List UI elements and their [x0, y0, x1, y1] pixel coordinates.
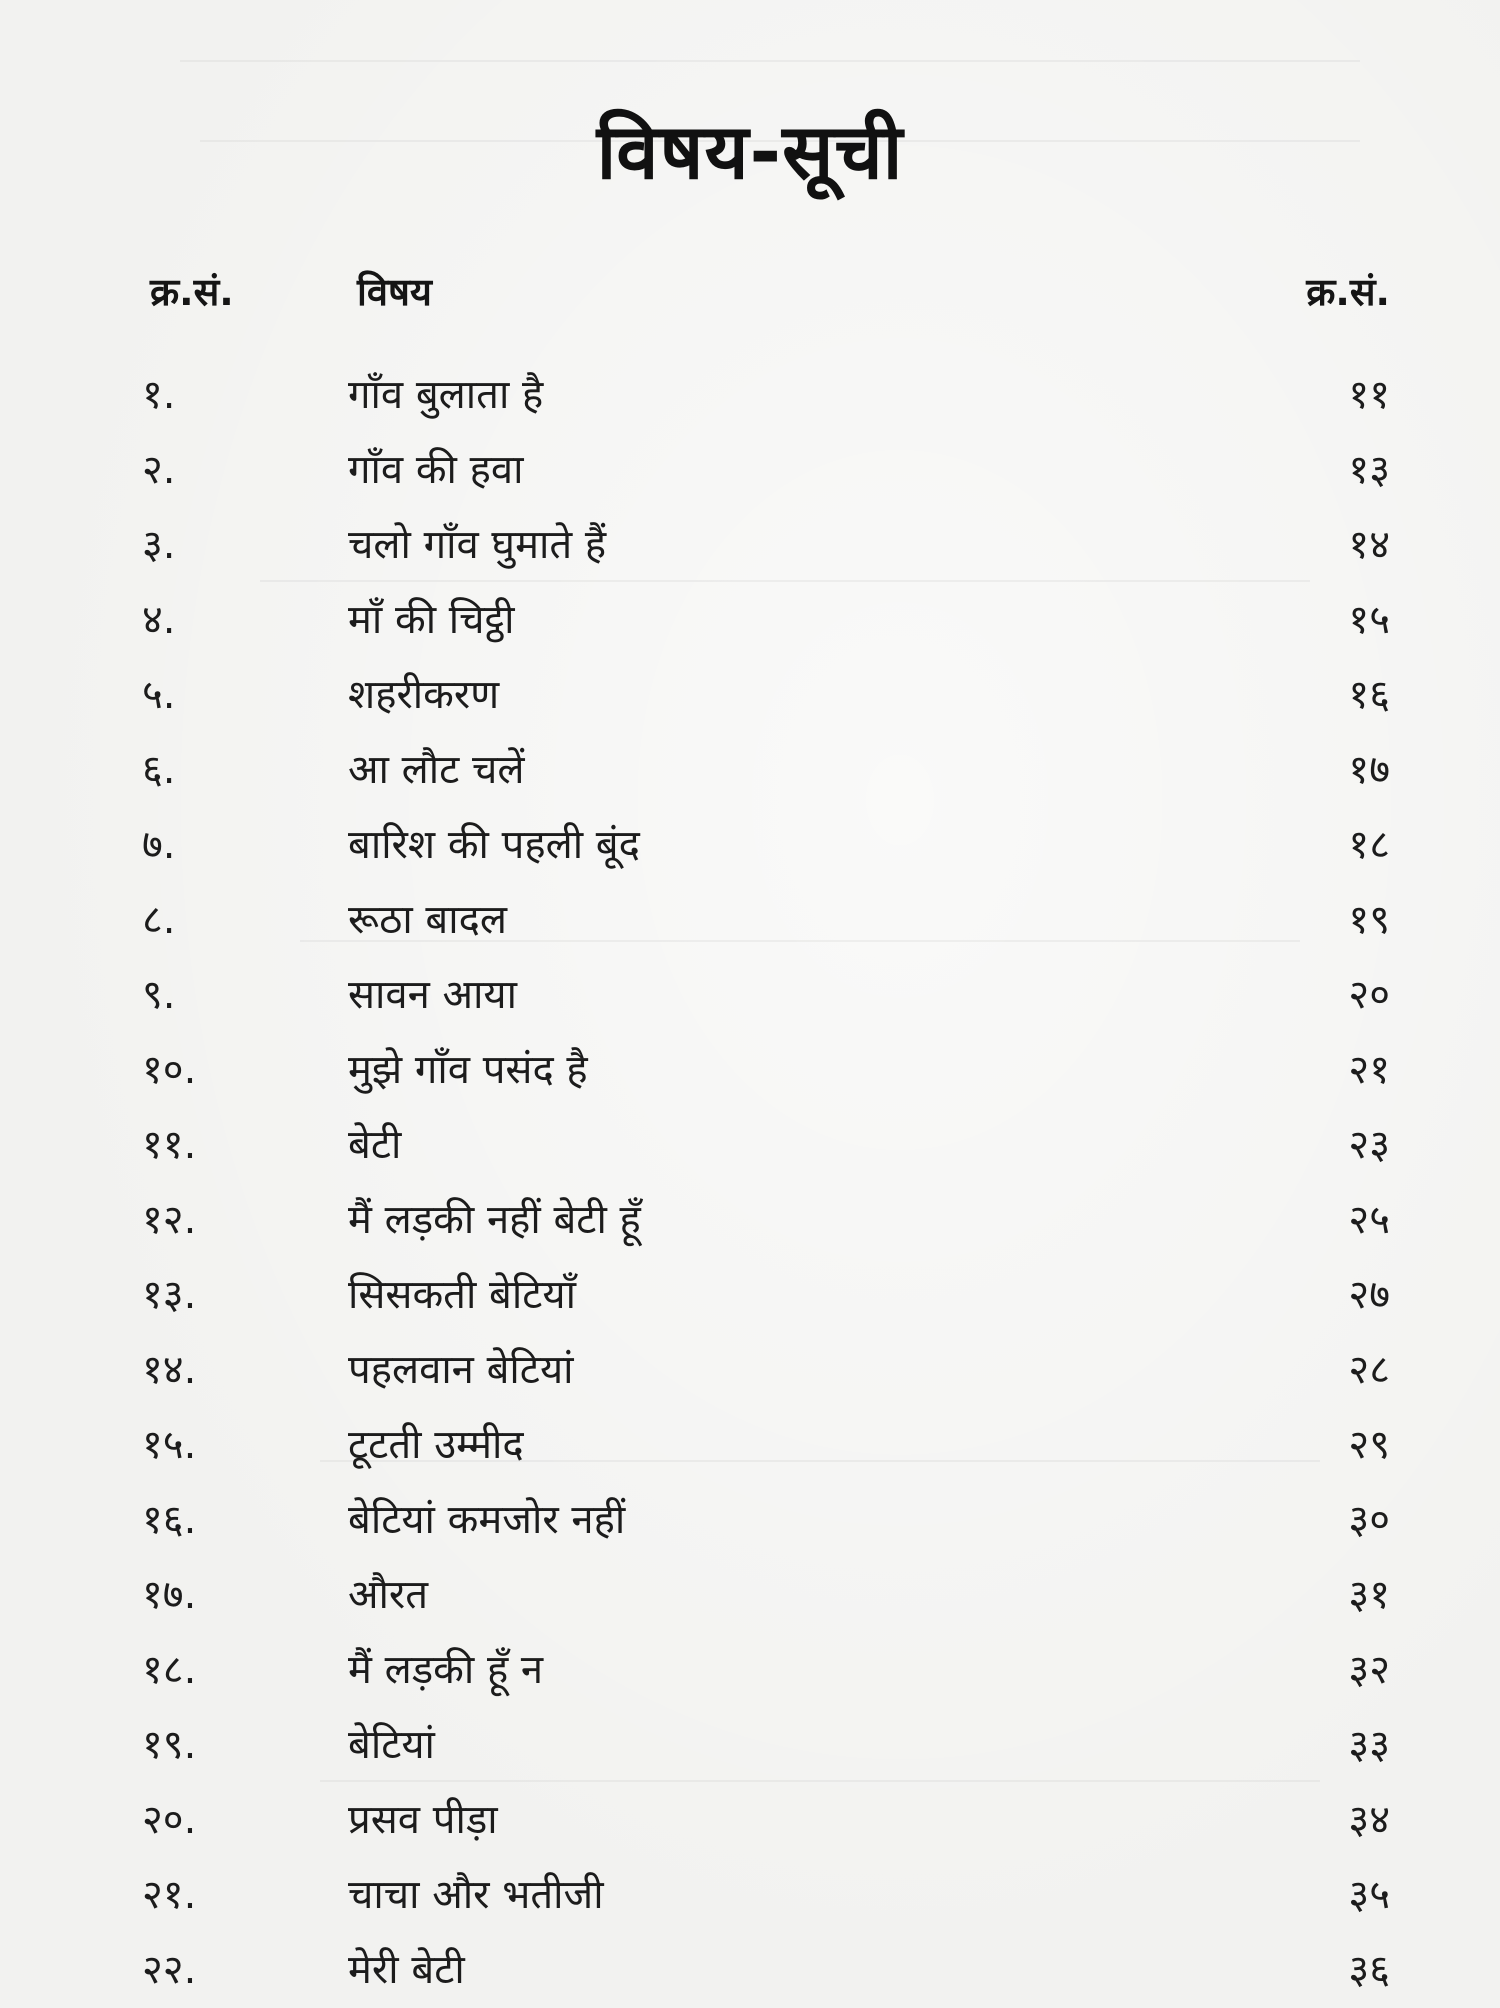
entry-number: १५. [142, 1422, 197, 1468]
entry-page-number: ३३ [1348, 1722, 1390, 1768]
entry-page-number: ३१ [1348, 1572, 1390, 1618]
toc-entry [0, 1633, 1500, 1708]
entry-page-number: २५ [1348, 1197, 1390, 1243]
toc-entry [0, 1033, 1500, 1108]
entry-title: सिसकती बेटियाँ [348, 1272, 576, 1318]
entry-number: २०. [142, 1797, 197, 1843]
entry-title: शहरीकरण [348, 672, 500, 718]
entry-title: गाँव की हवा [348, 447, 524, 493]
entry-title: बेटी [348, 1122, 402, 1168]
entry-number: १२. [142, 1197, 197, 1243]
toc-entry [0, 1933, 1500, 2008]
toc-entry [0, 733, 1500, 808]
entry-number: १०. [142, 1047, 197, 1093]
entry-page-number: २८ [1348, 1347, 1390, 1393]
entry-number: १. [142, 372, 176, 418]
subject-header: विषय [357, 270, 432, 314]
table-of-contents [0, 358, 1500, 2008]
entry-title: गाँव बुलाता है [348, 372, 544, 418]
toc-entry [0, 658, 1500, 733]
toc-entry [0, 433, 1500, 508]
entry-number: ३. [142, 522, 176, 568]
entry-number: २२. [142, 1947, 197, 1993]
entry-title: आ लौट चलें [348, 747, 525, 793]
entry-page-number: २१ [1348, 1047, 1390, 1093]
entry-number: ७. [142, 822, 176, 868]
entry-title: चलो गाँव घुमाते हैं [348, 522, 607, 568]
entry-page-number: २३ [1348, 1122, 1390, 1168]
entry-page-number: ३४ [1348, 1797, 1390, 1843]
entry-number: ९. [142, 972, 176, 1018]
entry-title: टूटती उम्मीद [348, 1422, 524, 1468]
entry-title: माँ की चिट्ठी [348, 597, 515, 643]
serial-number-header: क्र.सं. [150, 270, 234, 314]
entry-title: सावन आया [348, 972, 517, 1018]
entry-title: बेटियां [348, 1722, 435, 1768]
entry-title: बेटियां कमजोर नहीं [348, 1497, 626, 1543]
entry-number: २. [142, 447, 176, 493]
entry-page-number: २० [1348, 972, 1390, 1018]
entry-number: १८. [142, 1647, 197, 1693]
toc-entry [0, 358, 1500, 433]
toc-entry [0, 1408, 1500, 1483]
entry-number: ४. [142, 597, 176, 643]
entry-page-number: १६ [1348, 672, 1390, 718]
entry-title: चाचा और भतीजी [348, 1872, 604, 1918]
entry-title: मुझे गाँव पसंद है [348, 1047, 588, 1093]
entry-number: ८. [142, 897, 176, 943]
entry-title: औरत [348, 1572, 429, 1618]
toc-entry [0, 1708, 1500, 1783]
toc-entry [0, 1558, 1500, 1633]
toc-entry [0, 958, 1500, 1033]
entry-number: ६. [142, 747, 176, 793]
page-title: विषय-सूची [596, 107, 904, 196]
toc-entry [0, 1858, 1500, 1933]
entry-page-number: १५ [1348, 597, 1390, 643]
toc-entry [0, 1483, 1500, 1558]
toc-entry [0, 1258, 1500, 1333]
entry-number: ५. [142, 672, 176, 718]
entry-number: १७. [142, 1572, 197, 1618]
entry-page-number: १३ [1348, 447, 1390, 493]
entry-number: १४. [142, 1347, 197, 1393]
entry-page-number: १७ [1348, 747, 1390, 793]
entry-page-number: १४ [1348, 522, 1390, 568]
toc-entry [0, 1783, 1500, 1858]
toc-entry [0, 883, 1500, 958]
entry-number: ११. [142, 1122, 197, 1168]
entry-page-number: ३२ [1348, 1647, 1390, 1693]
entry-title: बारिश की पहली बूंद [348, 822, 640, 868]
toc-entry [0, 1108, 1500, 1183]
entry-page-number: २७ [1348, 1272, 1390, 1318]
entry-page-number: ११ [1348, 372, 1390, 418]
entry-page-number: १८ [1348, 822, 1390, 868]
table-header [0, 265, 1500, 325]
entry-title: रूठा बादल [348, 897, 507, 943]
page-number-header: क्र.सं. [1306, 270, 1390, 314]
toc-entry [0, 1183, 1500, 1258]
entry-number: २१. [142, 1872, 197, 1918]
entry-number: १३. [142, 1272, 197, 1318]
entry-page-number: ३६ [1348, 1947, 1390, 1993]
entry-page-number: ३० [1348, 1497, 1390, 1543]
entry-title: पहलवान बेटियां [348, 1347, 574, 1393]
entry-number: १६. [142, 1497, 197, 1543]
entry-page-number: ३५ [1348, 1872, 1390, 1918]
toc-entry [0, 583, 1500, 658]
toc-entry [0, 1333, 1500, 1408]
entry-page-number: १९ [1348, 897, 1390, 943]
entry-number: १९. [142, 1722, 197, 1768]
entry-title: मेरी बेटी [348, 1947, 465, 1993]
toc-entry [0, 808, 1500, 883]
toc-entry [0, 508, 1500, 583]
entry-page-number: २९ [1348, 1422, 1390, 1468]
entry-title: मैं लड़की हूँ न [348, 1647, 544, 1693]
entry-title: मैं लड़की नहीं बेटी हूँ [348, 1197, 641, 1243]
entry-title: प्रसव पीड़ा [348, 1797, 498, 1843]
